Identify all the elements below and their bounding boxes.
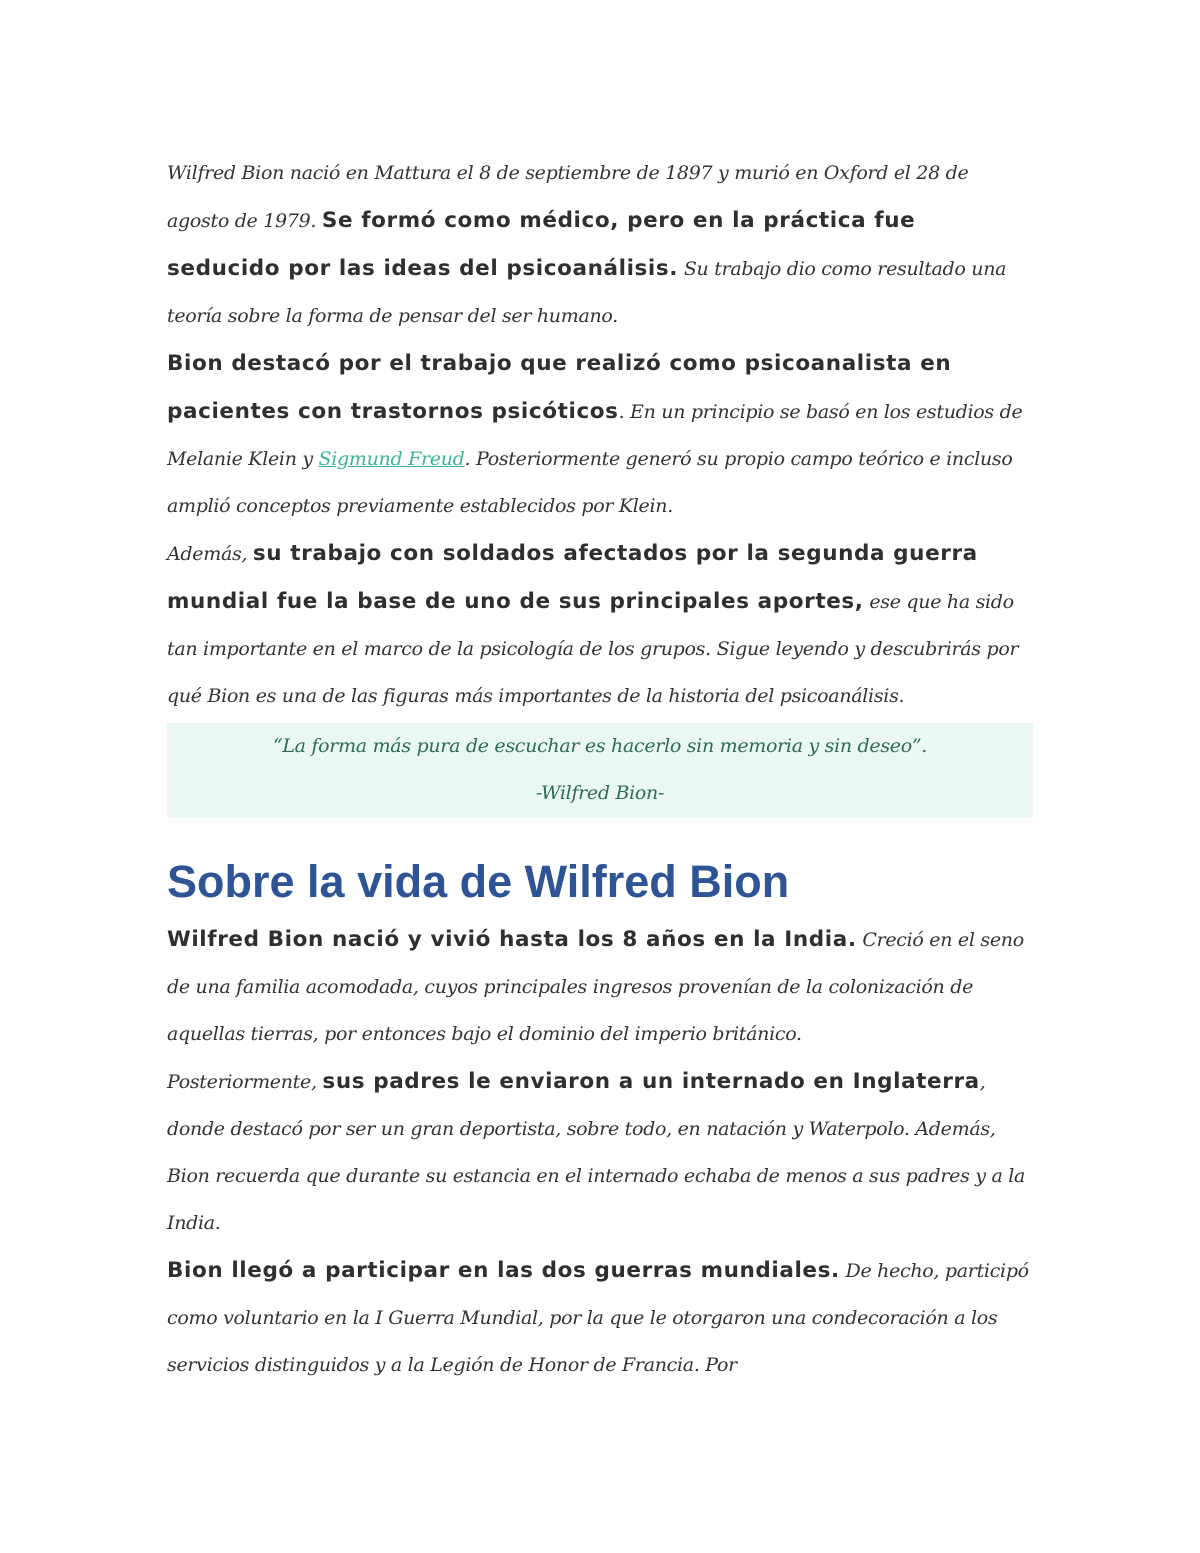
bold-run: Bion destacó por el trabajo que realizó como psicoanalista en pacientes con trastornos psicóticos	[167, 351, 952, 424]
text-run: De hecho, participó como voluntario en la I Guerra Mundial, por la que le otorgaron una condecoración a los servicios distinguidos y a la Legión de Honor de Francia. Por	[167, 1260, 1029, 1376]
paragraph-india	[167, 916, 1033, 1058]
text-run: . Posteriormente generó su propio campo teórico e incluso amplió conceptos previamente establecidos por Klein.	[167, 448, 1013, 517]
bold-run: su trabajo con soldados afectados por la segunda guerra mundial fue la base de uno de sus principales aportes,	[167, 541, 978, 614]
paragraph-psychoanalyst	[167, 340, 1033, 530]
text-run: ese que ha sido tan importante en el marco de la psicología de los grupos. Sigue leyendo y descubrirás por qué Bion es una de las figuras más importantes de la historia del psicoanálisis.	[167, 591, 1019, 707]
paragraph-intro	[167, 150, 1033, 340]
paragraph-wars	[167, 1247, 1033, 1389]
document-body	[167, 150, 1033, 1389]
sigmund-freud-link[interactable]: Sigmund Freud	[318, 448, 465, 470]
bold-run: Wilfred Bion nació y vivió hasta los 8 años en la India.	[167, 927, 857, 952]
text-run: Su trabajo dio como resultado una teoría sobre la forma de pensar del ser humano.	[167, 258, 1007, 327]
paragraph-soldiers	[167, 530, 1033, 720]
paragraph-boarding-school	[167, 1058, 1033, 1247]
bold-run: Se formó como médico, pero en la práctica fue seducido por las ideas del psicoanálisis.	[167, 208, 916, 281]
text-run: Posteriormente,	[167, 1071, 323, 1093]
quote-author: -Wilfred Bion-	[535, 782, 665, 804]
text-run: Además,	[167, 543, 253, 565]
section-heading: Sobre la vida de Wilfred Bion	[167, 856, 790, 907]
text-run: . En un principio se basó en los estudios de Melanie Klein y	[167, 401, 1023, 470]
text-run: Creció en el seno de una familia acomodada, cuyos principales ingresos provenían de la colonización de aquellas tierras, por entonces bajo el dominio del imperio británico.	[167, 929, 1024, 1045]
text-run: , donde destacó por ser un gran deportista, sobre todo, en natación y Waterpolo. Además, Bion recuerda que durante su estancia en el internado echaba de menos a sus padres y a la India.	[167, 1071, 1026, 1234]
text-run: Wilfred Bion nació en Mattura el 8 de septiembre de 1897 y murió en Oxford el 28 de agosto de 1979.	[167, 162, 969, 232]
bold-run: Bion llegó a participar en las dos guerras mundiales.	[167, 1258, 840, 1283]
quote-block	[167, 723, 1033, 818]
quote-text: “La forma más pura de escuchar es hacerlo sin memoria y sin deseo”.	[272, 735, 928, 757]
bold-run: sus padres le enviaron a un internado en Inglaterra	[322, 1069, 980, 1094]
